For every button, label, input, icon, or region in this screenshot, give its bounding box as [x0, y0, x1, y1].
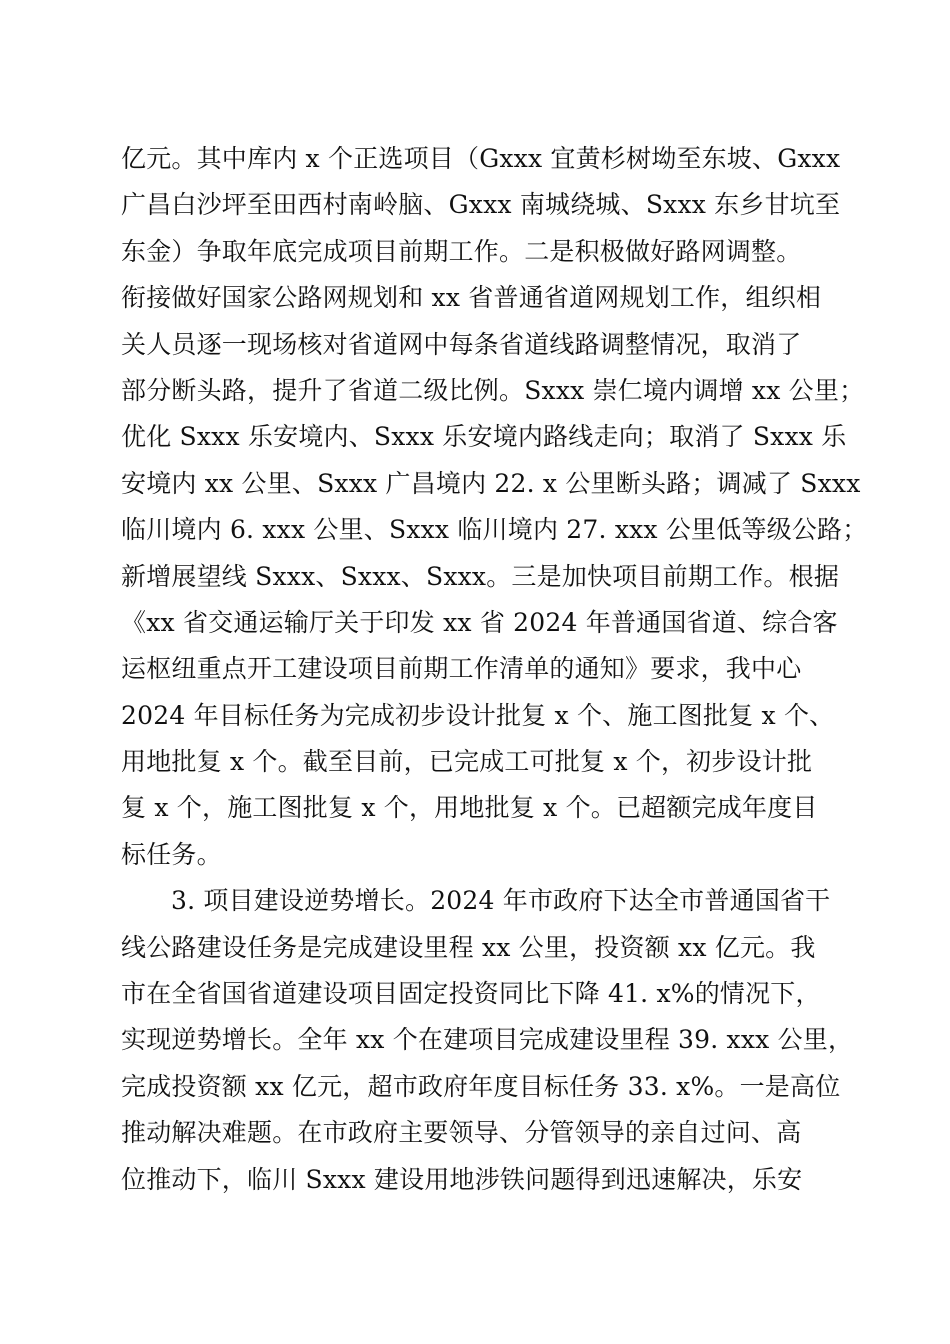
text-line: 《xx 省交通运输厅关于印发 xx 省 2024 年普通国省道、综合客 [121, 607, 838, 637]
text-line: 运枢纽重点开工建设项目前期工作清单的通知》要求，我中心 [121, 654, 802, 684]
text-line: 优化 Sxxx 乐安境内、Sxxx 乐安境内路线走向；取消了 Sxxx 乐 [121, 422, 847, 452]
text-line: 广昌白沙坪至田西村南岭脑、Gxxx 南城绕城、Sxxx 东乡甘坑至 [121, 190, 841, 220]
text-line: 位推动下，临川 Sxxx 建设用地涉铁问题得到迅速解决，乐安 [121, 1164, 803, 1194]
text-line: 市在全省国省道建设项目固定投资同比下降 41. x%的情况下， [121, 979, 821, 1009]
text-line: 复 x 个，施工图批复 x 个，用地批复 x 个。已超额完成年度目 [121, 793, 818, 823]
text-line: 用地批复 x 个。截至目前，已完成工可批复 x 个，初步设计批 [121, 747, 813, 777]
text-line: 新增展望线 Sxxx、Sxxx、Sxxx。三是加快项目前期工作。根据 [121, 561, 840, 591]
text-line: 衔接做好国家公路网规划和 xx 省普通省道网规划工作，组织相 [121, 283, 822, 313]
body-text [121, 136, 868, 1203]
text-line: 部分断头路，提升了省道二级比例。Sxxx 崇仁境内调增 xx 公里； [121, 375, 865, 405]
text-line: 东金）争取年底完成项目前期工作。二是积极做好路网调整。 [121, 236, 802, 266]
text-line: 实现逆势增长。全年 xx 个在建项目完成建设里程 39. xxx 公里， [121, 1025, 854, 1055]
text-line: 临川境内 6. xxx 公里、Sxxx 临川境内 27. xxx 公里低等级公路； [121, 515, 868, 545]
section-heading-line: 3. 项目建设逆势增长。2024 年市政府下达全市普通国省干 [171, 886, 831, 916]
text-line: 2024 年目标任务为完成初步设计批复 x 个、施工图批复 x 个、 [121, 700, 835, 730]
text-line: 关人员逐一现场核对省道网中每条省道线路调整情况，取消了 [121, 329, 802, 359]
text-line: 安境内 xx 公里、Sxxx 广昌境内 22. x 公里断头路；调减了 Sxxx [121, 468, 861, 498]
text-line: 亿元。其中库内 x 个正选项目（Gxxx 宜黄杉树坳至东坡、Gxxx [121, 144, 841, 173]
text-line: 标任务。 [121, 839, 222, 869]
text-line: 线公路建设任务是完成建设里程 xx 公里，投资额 xx 亿元。我 [121, 932, 816, 962]
text-line: 推动解决难题。在市政府主要领导、分管领导的亲自过问、高 [121, 1118, 802, 1148]
text-line: 完成投资额 xx 亿元，超市政府年度目标任务 33. x%。一是高位 [121, 1071, 841, 1101]
